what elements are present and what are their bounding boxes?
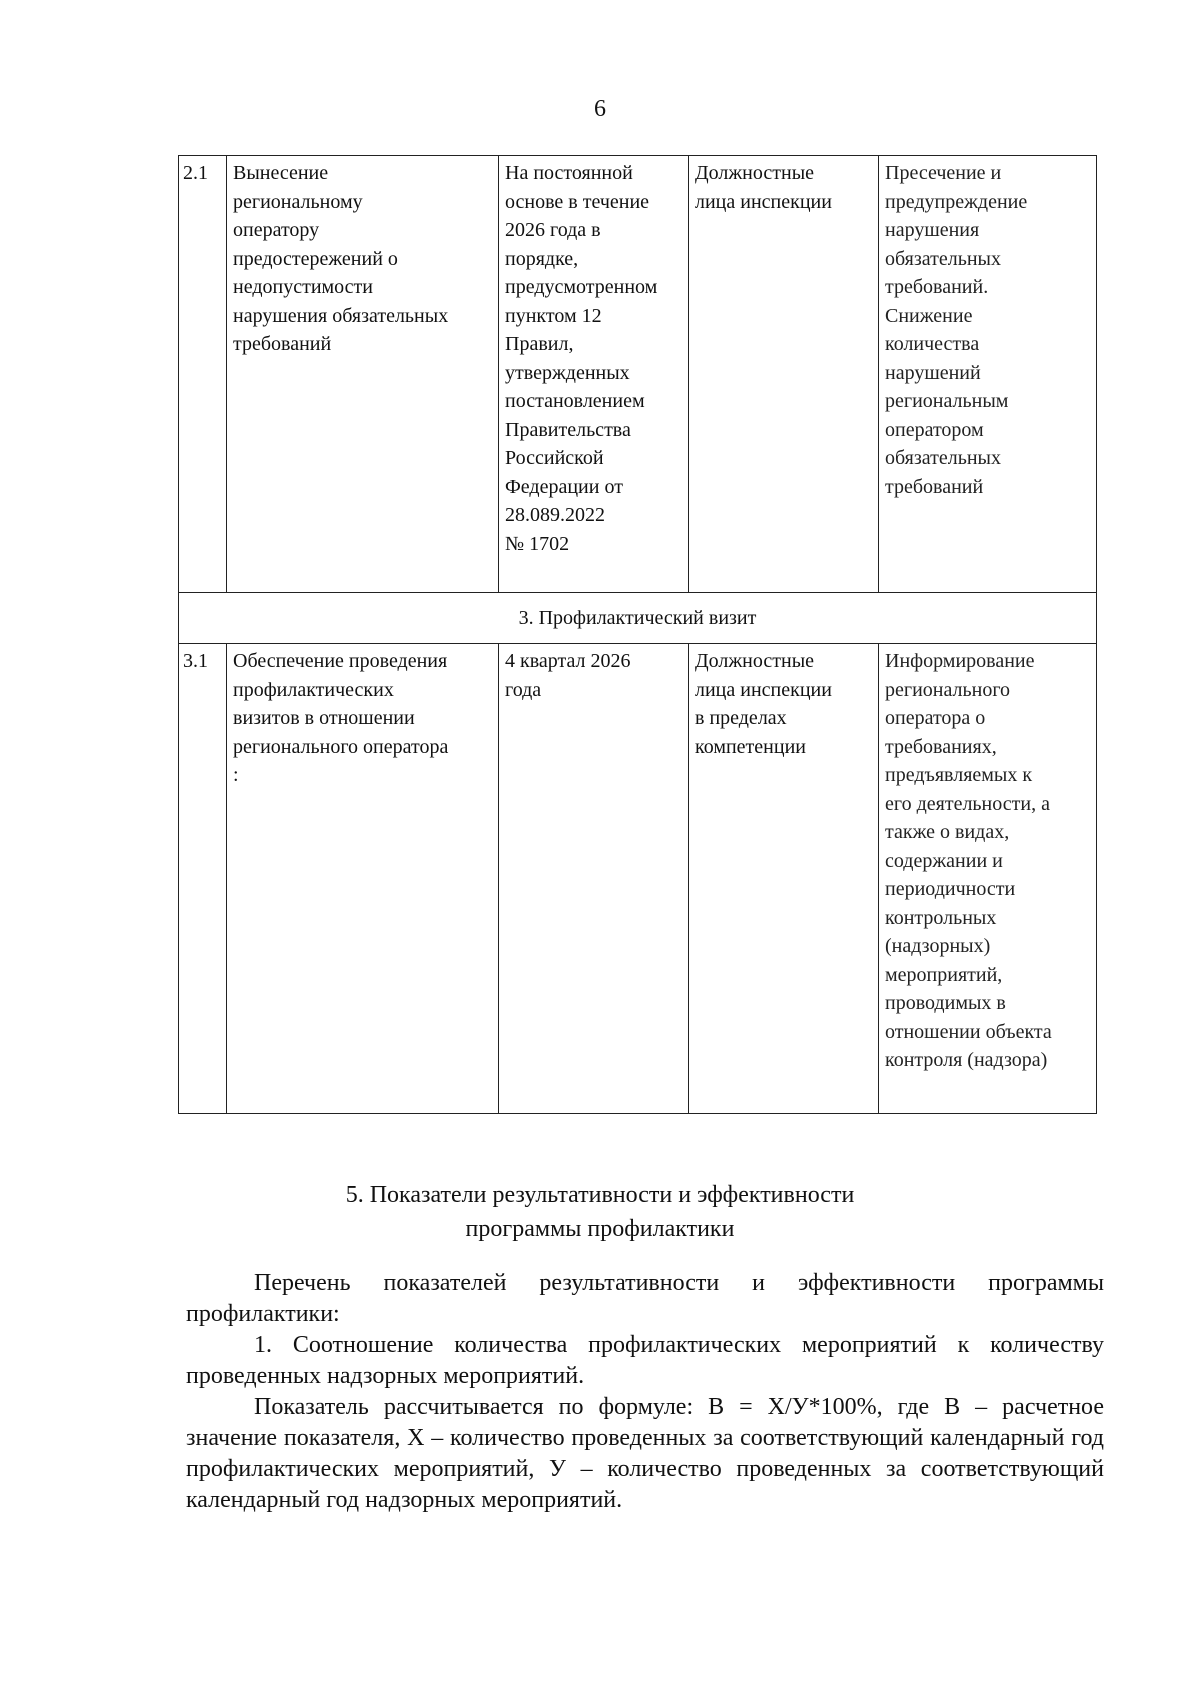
cell-line: региональным bbox=[885, 390, 1009, 412]
cell-line: Должностные bbox=[695, 162, 815, 184]
cell-line: его деятельности, а bbox=[885, 792, 1050, 815]
cell-line: : bbox=[233, 764, 239, 786]
cell-line: обязательных bbox=[885, 247, 1001, 270]
cell-line: постановлением bbox=[505, 390, 645, 412]
cell-line: контроля (надзора) bbox=[885, 1049, 1048, 1071]
cell-line: предостережений о bbox=[233, 247, 398, 270]
cell-line: Пресечение и bbox=[885, 162, 1002, 184]
section-5-title-line2: программы профилактики bbox=[465, 1216, 735, 1242]
cell-line: требованиях, bbox=[885, 735, 997, 758]
section-5-body bbox=[186, 1268, 1104, 1516]
cell-line: визитов в отношении bbox=[233, 707, 415, 729]
row-number-cell: 2.1 bbox=[179, 156, 227, 593]
cell-line: № 1702 bbox=[505, 532, 570, 555]
cell-line: периодичности bbox=[885, 878, 1016, 900]
timing-cell bbox=[499, 156, 689, 593]
table-row bbox=[179, 644, 1097, 1114]
row-number-cell: 3.1 bbox=[179, 644, 227, 1114]
cell-line: также о видах, bbox=[885, 821, 1010, 843]
page-number: 6 bbox=[594, 96, 606, 122]
responsible-cell bbox=[689, 156, 879, 593]
cell-line: оператора о bbox=[885, 707, 986, 729]
cell-line: 28.089.2022 bbox=[505, 504, 605, 526]
cell-line: порядке, bbox=[505, 247, 579, 270]
cell-line: регионального bbox=[885, 678, 1011, 701]
cell-line: предъявляемых к bbox=[885, 764, 1033, 786]
measure-cell bbox=[227, 156, 499, 593]
cell-line: утвержденных bbox=[505, 361, 630, 384]
cell-line: недопустимости bbox=[233, 276, 373, 298]
cell-line: оператором bbox=[885, 418, 984, 441]
cell-line: Правил, bbox=[505, 333, 574, 355]
cell-line: 4 квартал 2026 bbox=[505, 650, 631, 672]
cell-line: региональному bbox=[233, 190, 363, 213]
cell-line: в пределах bbox=[695, 707, 787, 729]
cell-line: Снижение bbox=[885, 304, 973, 327]
cell-line: основе в течение bbox=[505, 190, 650, 213]
cell-line: пунктом 12 bbox=[505, 304, 602, 327]
cell-line: Вынесение bbox=[233, 162, 329, 184]
cell-line: требований bbox=[233, 333, 332, 355]
cell-line: мероприятий, bbox=[885, 963, 1003, 986]
responsible-cell bbox=[689, 644, 879, 1114]
cell-line: нарушений bbox=[885, 361, 981, 384]
result-cell bbox=[879, 644, 1097, 1114]
cell-line: Правительства bbox=[505, 418, 631, 441]
cell-line: На постоянной bbox=[505, 162, 633, 184]
cell-line: требований bbox=[885, 475, 984, 498]
cell-line: предупреждение bbox=[885, 190, 1028, 213]
cell-line: Российской bbox=[505, 447, 604, 469]
cell-line: регионального оператора bbox=[233, 735, 449, 758]
section-5-heading bbox=[0, 1178, 1200, 1246]
measure-cell bbox=[227, 644, 499, 1114]
cell-line: нарушения обязательных bbox=[233, 304, 449, 327]
measures-table bbox=[178, 155, 1097, 1114]
cell-line: содержании и bbox=[885, 849, 1003, 872]
cell-line: (надзорных) bbox=[885, 935, 991, 957]
cell-line: отношении объекта bbox=[885, 1020, 1052, 1043]
cell-line: обязательных bbox=[885, 447, 1001, 469]
paragraph: 1. Соотношение количества профилактических мероприятий к количеству проведенных надзорных мероприятий. bbox=[186, 1332, 1104, 1389]
cell-line: предусмотренном bbox=[505, 276, 658, 298]
cell-line: требований. bbox=[885, 276, 989, 298]
cell-line: нарушения bbox=[885, 219, 980, 241]
cell-line: количества bbox=[885, 333, 980, 355]
paragraph: Перечень показателей результативности и эффективности программы профилактики: bbox=[186, 1270, 1104, 1327]
cell-line: контрольных bbox=[885, 906, 997, 929]
cell-line: компетенции bbox=[695, 735, 806, 758]
cell-line: оператору bbox=[233, 219, 320, 241]
section-3-title: 3. Профилактический визит bbox=[179, 593, 1097, 644]
cell-line: профилактических bbox=[233, 678, 394, 701]
paragraph: Показатель рассчитывается по формуле: В = Х/У*100%, где В – расчетное значение показателя, Х – количество проведенных за соответствующий календарный год профилактических мероприятий, У – количество проведенных за соответствующий календарный год надзорных мероприятий. bbox=[186, 1394, 1104, 1513]
cell-line: Обеспечение проведения bbox=[233, 650, 448, 672]
cell-line: Должностные bbox=[695, 650, 815, 672]
cell-line: проводимых в bbox=[885, 992, 1006, 1014]
cell-line: лица инспекции bbox=[695, 678, 832, 701]
cell-line: Федерации от bbox=[505, 475, 623, 498]
table-row bbox=[179, 156, 1097, 593]
cell-line: года bbox=[505, 678, 542, 701]
cell-line: 2026 года в bbox=[505, 219, 601, 241]
section-5-title-line1: 5. Показатели результативности и эффективности bbox=[345, 1182, 855, 1208]
cell-line: Информирование bbox=[885, 650, 1035, 672]
cell-line: лица инспекции bbox=[695, 190, 832, 213]
result-cell bbox=[879, 156, 1097, 593]
section-row bbox=[179, 593, 1097, 644]
timing-cell bbox=[499, 644, 689, 1114]
